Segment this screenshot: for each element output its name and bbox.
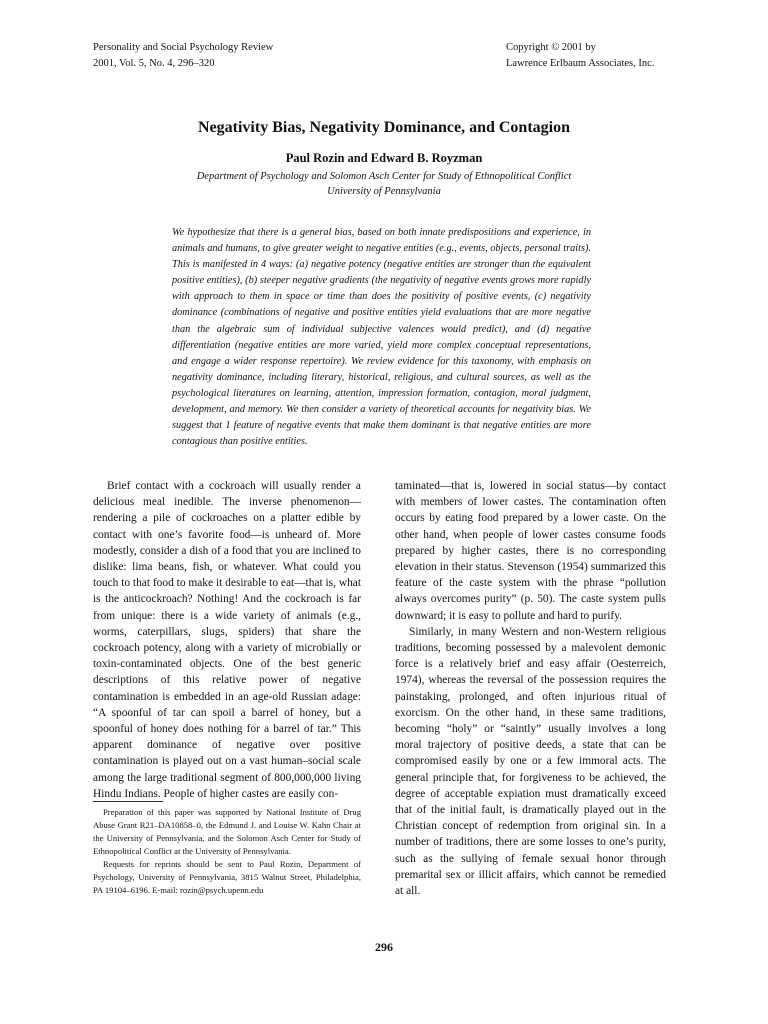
footnote-divider bbox=[93, 801, 163, 802]
footnote-reprints: Requests for reprints should be sent to Paul Rozin, Department of Psychology, University of Pennsylvania, 3815 Walnut Street, Philadelphia, PA 19104–6196. E-mail: rozin@psych.upenn.edu bbox=[93, 859, 361, 895]
copyright-line: Copyright © 2001 by bbox=[506, 42, 596, 53]
body-paragraph: taminated—that is, lowered in social status—by contact with members of lower castes. The contamination often occurs by eating food prepared by a lower caste. On the other hand, when people of lower castes consume foods prepared by higher castes, there is no corresponding elevation in their status. Stevenson (1954) summarized this feature of the caste system with the phrase “pollution always overcomes purity” (p. 50). The caste system pulls downward; it is easy to pollute and hard to purify. bbox=[395, 480, 666, 622]
page-number: 296 bbox=[375, 940, 393, 954]
affiliation-line-1: Department of Psychology and Solomon Asch Center for Study of Ethnopolitical Conflict bbox=[196, 171, 572, 182]
article-authors: Paul Rozin and Edward B. Royzman bbox=[285, 151, 483, 165]
body-column-right bbox=[395, 478, 666, 899]
footnotes bbox=[93, 806, 361, 897]
journal-volume: 2001, Vol. 5, No. 4, 296–320 bbox=[93, 58, 215, 69]
running-header-left bbox=[93, 40, 273, 72]
abstract: We hypothesize that there is a general bias, based on both innate predispositions and experience, in animals and humans, to give greater weight to negative entities (e.g., events, objects, personal traits). This is manifested in 4 ways: (a) negative potency (negative entities are stronger than the equivalent positive entities), (b) steeper negative gradients (the negativity of negative events grows more rapidly with approach to them in space or time than does the positivity of positive events, (c) negativity dominance (combinations of negative and positive entities yield evaluations that are more negative than the algebraic sum of individual subjective valences would predict), and (d) negative differentiation (negative entities are more varied, yield more complex conceptual representations, and engage a wider response repertoire). We review evidence for this taxonomy, with emphasis on negativity dominance, including literary, historical, religious, and cultural sources, as well as the psychological literatures on learning, attention, impression formation, contagion, moral judgment, development, and memory. We then consider a variety of theoretical accounts for negativity bias. We suggest that 1 feature of negative events that make them dominant is that negative entities are more contagious than positive entities. bbox=[172, 227, 591, 448]
author-affiliation bbox=[0, 169, 768, 199]
running-header-right bbox=[506, 40, 654, 72]
body-paragraph: Similarly, in many Western and non-Western religious traditions, becoming possessed by a malevolent demonic force is a relatively brief and easy affair (Oesterreich, 1974), whereas the reversal of the possession requires the painstaking, prolonged, and often injurious ritual of exorcism. On the other hand, in these same traditions, becoming “holy” or “saintly” usually involves a long moral trajectory of positive deeds, a state that can be compromised easily by one or a few immoral acts. The general principle that, for forgiveness to be achieved, the degree of acceptable expiation must dramatically exceed that of the initial fault, is dramatically played out in the Christian concept of redemption from original sin. In a number of traditions, there are some losses to one’s purity, such as the sullying of female sexual honor through premarital sex or illicit affairs, which cannot be remedied at all. bbox=[395, 625, 666, 898]
affiliation-line-2: University of Pennsylvania bbox=[327, 186, 441, 197]
footnote-funding: Preparation of this paper was supported by National Institute of Drug Abuse Grant R21–DA10858–0, the Edmund J. and Louise W. Kahn Chair at the University of Pennsylvania, and the Solomon Asch Center for Study of Ethnopolitical Conflict at the University of Pennsylvania. bbox=[93, 807, 361, 856]
article-title: Negativity Bias, Negativity Dominance, and Contagion bbox=[198, 119, 570, 136]
body-column-left bbox=[93, 478, 361, 802]
body-paragraph: Brief contact with a cockroach will usually render a delicious meal inedible. The inverse phenomenon—rendering a pile of cockroaches on a platter edible by contact with one’s favorite food—is unheard of. More modestly, consider a dish of a food that you are inclined to dislike: lima beans, fish, or whatever. What could you touch to that food to make it desirable to eat—that is, what is the anticockroach? Nothing! And the cockroach is far from unique: there is a wide variety of animals (e.g., worms, caterpillars, slugs, spiders) that share the cockroach potency, along with a variety of microbially or toxin-contaminated objects. One of the best generic descriptions of this relative power of negative contamination is embedded in an age-old Russian adage: “A spoonful of tar can spoil a barrel of honey, but a spoonful of honey does nothing for a barrel of tar.” This apparent dominance of negative over positive contamination is played out on a vast human–social scale among the large traditional segment of 800,000,000 living Hindu Indians. People of higher castes are easily con- bbox=[93, 480, 361, 800]
journal-name: Personality and Social Psychology Review bbox=[93, 42, 274, 53]
publisher-name: Lawrence Erlbaum Associates, Inc. bbox=[506, 58, 655, 69]
